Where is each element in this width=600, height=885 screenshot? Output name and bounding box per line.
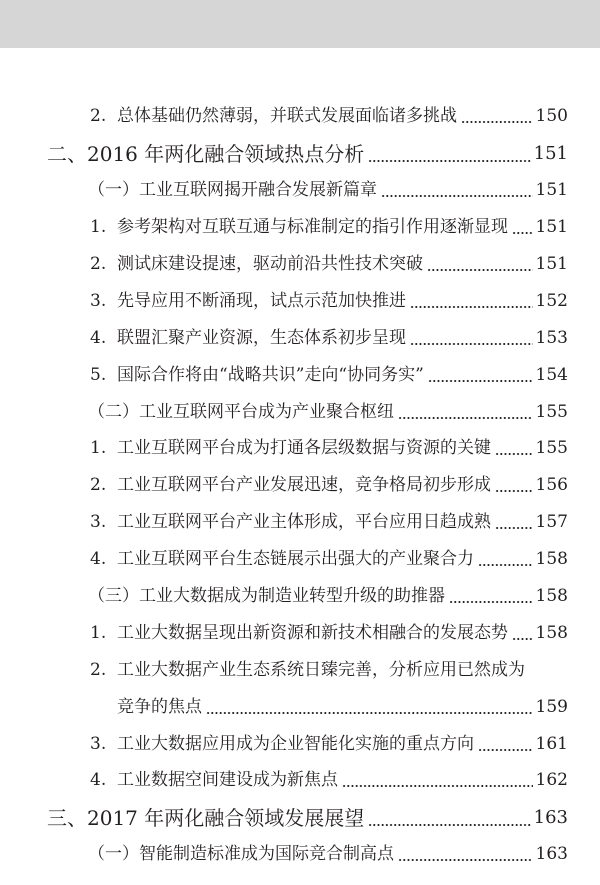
toc-entry-number: 2. xyxy=(90,475,107,496)
toc-section-title: 工业互联网揭开融合发展新篇章 xyxy=(139,180,377,201)
toc-entry-title: 竞争的焦点 xyxy=(117,696,202,717)
toc-section-title: 智能制造标准成为国际竞合制高点 xyxy=(139,844,394,865)
toc-entry-number: 1. xyxy=(90,622,107,643)
toc-section-number: （三） xyxy=(88,586,139,607)
toc-entry-page: 155 xyxy=(535,438,568,459)
toc-entry-page: 163 xyxy=(533,806,568,828)
toc-entry-title: 参考架构对互联互通与标准制定的指引作用逐渐显现 xyxy=(117,217,508,238)
toc-entry xyxy=(0,209,600,246)
dot-leader xyxy=(381,182,533,199)
toc-entry-title: 工业大数据应用成为企业智能化实施的重点方向 xyxy=(117,733,474,754)
dot-leader xyxy=(368,808,530,828)
toc-entry-page: 158 xyxy=(535,549,568,570)
toc-entry-continuation xyxy=(0,689,600,726)
toc-chapter-entry xyxy=(0,135,600,172)
toc-entry-number: 1. xyxy=(90,217,107,238)
dot-leader xyxy=(398,404,533,421)
dot-leader xyxy=(398,846,533,863)
dot-leader xyxy=(410,330,533,347)
toc-entry-page: 159 xyxy=(535,696,568,717)
toc-entry-page: 157 xyxy=(535,512,568,533)
toc-entry-number: 2. xyxy=(90,106,107,127)
toc-entry-title: 工业大数据产业生态系统日臻完善，分析应用已然成为 xyxy=(117,659,525,680)
toc-section-entry xyxy=(0,836,600,873)
toc-entry-title: 工业互联网平台产业主体形成，平台应用日趋成熟 xyxy=(117,512,491,533)
dot-leader xyxy=(478,551,533,568)
toc-entry-number: 4. xyxy=(90,770,107,791)
toc-section-entry xyxy=(0,172,600,209)
toc-entry-number: 2. xyxy=(90,659,107,680)
top-gray-band xyxy=(0,0,600,48)
toc-chapter-title: 2016 年两化融合领域热点分析 xyxy=(87,141,365,166)
dot-leader xyxy=(427,256,533,273)
toc-entry xyxy=(0,99,600,136)
toc-entry-page: 158 xyxy=(535,622,568,643)
toc-entry-page: 151 xyxy=(535,217,568,238)
toc-section-number: （一） xyxy=(88,180,139,201)
toc-entry-number: 3. xyxy=(90,512,107,533)
dot-leader xyxy=(368,144,530,164)
toc-section-entry xyxy=(0,578,600,615)
toc-entry-page: 152 xyxy=(535,290,568,311)
toc-entry-page: 151 xyxy=(535,254,568,274)
dot-leader xyxy=(512,219,533,236)
toc-entry-title: 工业互联网平台成为打通各层级数据与资源的关键 xyxy=(117,438,491,459)
toc-entry xyxy=(0,726,600,763)
toc-entry-page: 162 xyxy=(535,770,568,791)
toc-entry-wrapped-first-line xyxy=(0,652,600,689)
toc-entry xyxy=(0,320,600,357)
toc-entry xyxy=(0,763,600,800)
toc-entry-page: 156 xyxy=(535,475,568,496)
toc-section-title: 工业大数据成为制造业转型升级的助推器 xyxy=(139,586,445,607)
toc-entry-title: 工业互联网平台生态链展示出强大的产业聚合力 xyxy=(117,549,474,570)
toc-entry-title: 工业大数据呈现出新资源和新技术相融合的发展态势 xyxy=(117,622,508,643)
toc-entry-page: 150 xyxy=(535,106,568,127)
toc-chapter-title: 2017 年两化融合领域发展展望 xyxy=(87,805,365,830)
toc-entry xyxy=(0,467,600,504)
toc-entry-page: 155 xyxy=(535,401,568,422)
toc-entry-number: 4. xyxy=(90,549,107,570)
dot-leader xyxy=(495,440,533,457)
toc-entry-title: 测试床建设提速，驱动前沿共性技术突破 xyxy=(117,254,423,274)
toc-entry-number: 1. xyxy=(90,438,107,459)
toc-entry-number: 5. xyxy=(90,364,107,385)
dot-leader xyxy=(495,514,533,531)
toc-chapter-number: 二、 xyxy=(47,141,87,166)
toc-entry-number: 3. xyxy=(90,733,107,754)
toc-entry-page: 151 xyxy=(535,180,568,201)
toc-entry xyxy=(0,357,600,394)
toc-chapter-number: 三、 xyxy=(47,805,87,830)
toc-entry xyxy=(0,431,600,468)
toc-entry-page: 153 xyxy=(535,327,568,348)
toc-entry-page: 161 xyxy=(535,733,568,754)
dot-leader xyxy=(478,736,533,753)
dot-leader xyxy=(495,477,533,494)
toc-entry-title: 工业数据空间建设成为新焦点 xyxy=(117,770,338,791)
toc-entry-title: 总体基础仍然薄弱，并联式发展面临诸多挑战 xyxy=(117,106,457,127)
toc-entry xyxy=(0,504,600,541)
toc-chapter-entry xyxy=(0,799,600,836)
toc-entry-title: 工业互联网平台产业发展迅速，竞争格局初步形成 xyxy=(117,475,491,496)
toc-entry-number: 3. xyxy=(90,290,107,311)
dot-leader xyxy=(206,699,533,716)
toc-entry-page: 151 xyxy=(533,142,568,164)
toc-section-number: （一） xyxy=(88,844,139,865)
toc-section-number: （二） xyxy=(88,401,139,422)
toc-entry-page: 158 xyxy=(535,586,568,607)
toc-entry-title: 先导应用不断涌现，试点示范加快推进 xyxy=(117,290,406,311)
toc-entry xyxy=(0,541,600,578)
dot-leader xyxy=(342,772,533,789)
toc-entry-title: 联盟汇聚产业资源，生态体系初步呈现 xyxy=(117,327,406,348)
toc-entry xyxy=(0,615,600,652)
dot-leader xyxy=(428,367,533,384)
toc-entry-page: 163 xyxy=(535,844,568,865)
toc-entry xyxy=(0,246,600,283)
dot-leader xyxy=(410,293,533,310)
toc-entry-number: 4. xyxy=(90,327,107,348)
toc-entry-page: 154 xyxy=(535,364,568,385)
dot-leader xyxy=(461,108,533,125)
dot-leader xyxy=(449,588,533,605)
table-of-contents xyxy=(0,99,600,874)
toc-entry xyxy=(0,283,600,320)
toc-section-entry xyxy=(0,394,600,431)
dot-leader xyxy=(512,625,533,642)
toc-entry-title: 国际合作将由“战略共识”走向“协同务实” xyxy=(117,364,424,385)
toc-section-title: 工业互联网平台成为产业聚合枢纽 xyxy=(139,401,394,422)
toc-entry-number: 2. xyxy=(90,254,107,274)
